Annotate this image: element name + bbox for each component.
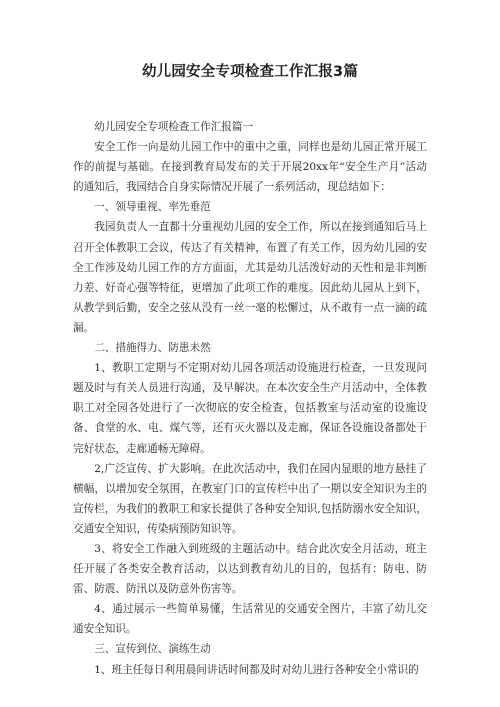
section-2-item-3: 3、将安全工作融入到班级的主题活动中。结合此次安全月活动，班主任开展了各类安全教育活动，以达到教育幼儿的目的，包括有：防电、防雷、防震、防汛以及防意外伤害等。 — [73, 542, 427, 596]
section-2-item-1: 1、教职工定期与不定期对幼儿园各项活动设施进行检查，一旦发现问题及时与有关人员进行沟通，及早解决。在本次安全生产月活动中，全体教职工对全园各处进行了一次彻底的安全检查，包括教室与活动室的设施设备、食堂的水、电、煤气等，还有灭火器以及走廊，保证各设施设备都处于完好状态，走廊通畅无障碍。 — [73, 362, 427, 455]
section-heading-2: 二、措施得力、防患未然 — [94, 342, 211, 355]
section-2-item-2: 2,广泛宣传、扩大影响。在此次活动中，我们在园内显眼的地方悬挂了横幅，以增加安全氛围，在教室门口的宣传栏中出了一期以安全知识为主的宣传栏，为我们的教职工和家长提供了各种安全知识,包括防溺水安全知识，交通安全知识，传染病预防知识等。 — [73, 462, 427, 535]
document-body — [73, 117, 427, 680]
section-3-item-1: 1、班主任每日利用晨间讲话时间都及时对幼儿进行各种安全小常识的 — [94, 663, 419, 676]
article-subtitle: 幼儿园安全专项检查工作汇报篇一 — [94, 121, 254, 133]
document-title: 幼儿园安全专项检查工作汇报3篇 — [141, 64, 359, 80]
section-heading-1: 一、领导重视、率先垂范 — [94, 201, 211, 214]
section-2-item-4: 4、通过展示一些简单易懂，生活常见的交通安全图片，丰富了幼儿交通安全知识。 — [73, 603, 427, 636]
intro-paragraph: 安全工作一向是幼儿园工作中的重中之重，同样也是幼儿园正常开展工作的前提与基础。在接到教育局发布的关于开展20xx年“安全生产月”活动的通知后，我园结合自身实际情况开展了一系列活动，现总结如下： — [73, 141, 427, 194]
section-1-paragraph: 我园负责人一直都十分重视幼儿园的安全工作，所以在接到通知后马上召开全体教职工会议，传达了有关精神，布置了有关工作，因为幼儿园的安全工作涉及幼儿园工作的方方面面，尤其是幼儿活泼好动的天性和是非判断力差、好奇心强等特征，更增加了此项工作的难度。因此幼儿园从上到下，从教学到后勤，安全之弦从没有一丝一毫的松懈过，从不敢有一点一滴的疏漏。 — [73, 221, 427, 334]
section-heading-3: 三、宣传到位、演练生动 — [94, 643, 211, 656]
